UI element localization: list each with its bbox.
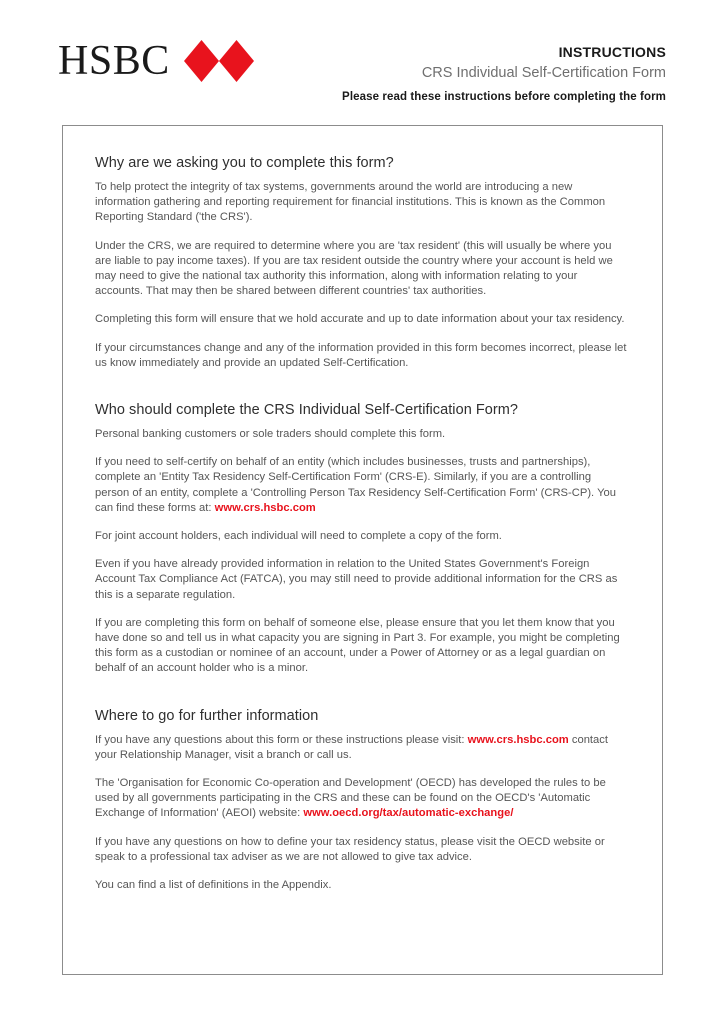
section-heading: Why are we asking you to complete this form?: [95, 155, 394, 171]
paragraph-text: If you need to self-certify on behalf of an entity (which includes businesses, trusts and partnerships), complete an 'Entity Tax Residency Self-Certification Form' (CRS-E). Similarly, if you are a controlling person of an entity, complete a 'Controlling Person Tax Residency Self-Certification Form' (CRS-CP). You can find these forms at:: [95, 456, 616, 514]
paragraph: [95, 878, 628, 893]
paragraph: [95, 733, 628, 763]
paragraph-text: Under the CRS, we are required to determine where you are 'tax resident' (this will usually be where you are liable to pay income taxes). If you are tax resident outside the country where your account is held we may need to give the national tax authority this information, along with information relating to your accounts. That may then be shared between different countries' tax authorities.: [95, 239, 613, 298]
instructions-content: [63, 126, 662, 893]
header-instruction-note: Please read these instructions before completing the form: [342, 91, 666, 103]
section-heading: Where to go for further information: [95, 707, 319, 724]
paragraph: [95, 455, 628, 516]
page-header: [0, 0, 725, 112]
paragraph: [95, 180, 628, 226]
crs-hsbc-link[interactable]: www.crs.hsbc.com: [214, 501, 316, 514]
paragraph-text: Personal banking customers or sole traders should complete this form.: [95, 428, 446, 441]
header-titles: [422, 44, 666, 83]
paragraph-text: If your circumstances change and any of the information provided in this form becomes incorrect, please let us know immediately and provide an updated Self-Certification.: [95, 341, 627, 369]
paragraph: [95, 312, 628, 327]
paragraph: [95, 616, 628, 677]
paragraph-text: The 'Organisation for Economic Co-operation and Development' (OECD) has developed the rules to be used by all governments participating in the CRS and these can be found on the OECD's 'Automatic Exchange of Information' (AEOI) website:: [95, 777, 606, 820]
paragraph-text: To help protect the integrity of tax systems, governments around the world are introducing a new information gathering and reporting requirement for financial institutions. This is known as the Common Reporting Standard ('the CRS').: [95, 181, 606, 224]
paragraph-text: Completing this form will ensure that we hold accurate and up to date information about your tax residency.: [95, 313, 625, 326]
crs-hsbc-link[interactable]: www.crs.hsbc.com: [467, 733, 569, 746]
section-why-asking: [95, 154, 628, 371]
paragraph: [95, 529, 628, 544]
paragraph: [95, 427, 628, 442]
paragraph: [95, 557, 628, 603]
section-further-information: [95, 707, 628, 894]
paragraph-text: For joint account holders, each individual will need to complete a copy of the form.: [95, 530, 502, 543]
paragraph-text: You can find a list of definitions in the Appendix.: [95, 879, 332, 892]
hsbc-brand-logo: [58, 40, 254, 82]
paragraph-text: If you have any questions about this form or these instructions please visit:: [95, 733, 468, 746]
instructions-panel: [62, 125, 663, 975]
paragraph-text: If you have any questions on how to define your tax residency status, please visit the OECD website or speak to a professional tax adviser as we are not allowed to give tax advice.: [95, 835, 605, 863]
paragraph: [95, 835, 628, 865]
paragraph-text-after: contact your Relationship Manager, visit a branch or call us.: [95, 733, 609, 761]
section-who-should-complete: [95, 401, 628, 677]
hsbc-hexagon-icon: [184, 40, 254, 82]
paragraph-text: If you are completing this form on behalf of someone else, please ensure that you let them know that you have done so and tell us in what capacity you are signing in Part 3. For example, you might be completing this form as a custodian or nominee of an account, under a Power of Attorney or as a legal guardian on behalf of an account holder who is a minor.: [95, 616, 620, 675]
paragraph: [95, 341, 628, 371]
paragraph: [95, 239, 628, 300]
hsbc-wordmark: HSBC: [58, 38, 170, 84]
document-subtitle: CRS Individual Self-Certification Form: [421, 65, 666, 81]
document-title: INSTRUCTIONS: [558, 44, 666, 60]
oecd-aeoi-link[interactable]: www.oecd.org/tax/automatic-exchange/: [303, 807, 514, 820]
paragraph-text: Even if you have already provided information in relation to the United States Government's Foreign Account Tax Compliance Act (FATCA), you may still need to provide additional information for the CRS as this is a separate regulation.: [95, 558, 618, 601]
section-heading: Who should complete the CRS Individual Self-Certification Form?: [95, 402, 519, 419]
paragraph: [95, 776, 628, 822]
